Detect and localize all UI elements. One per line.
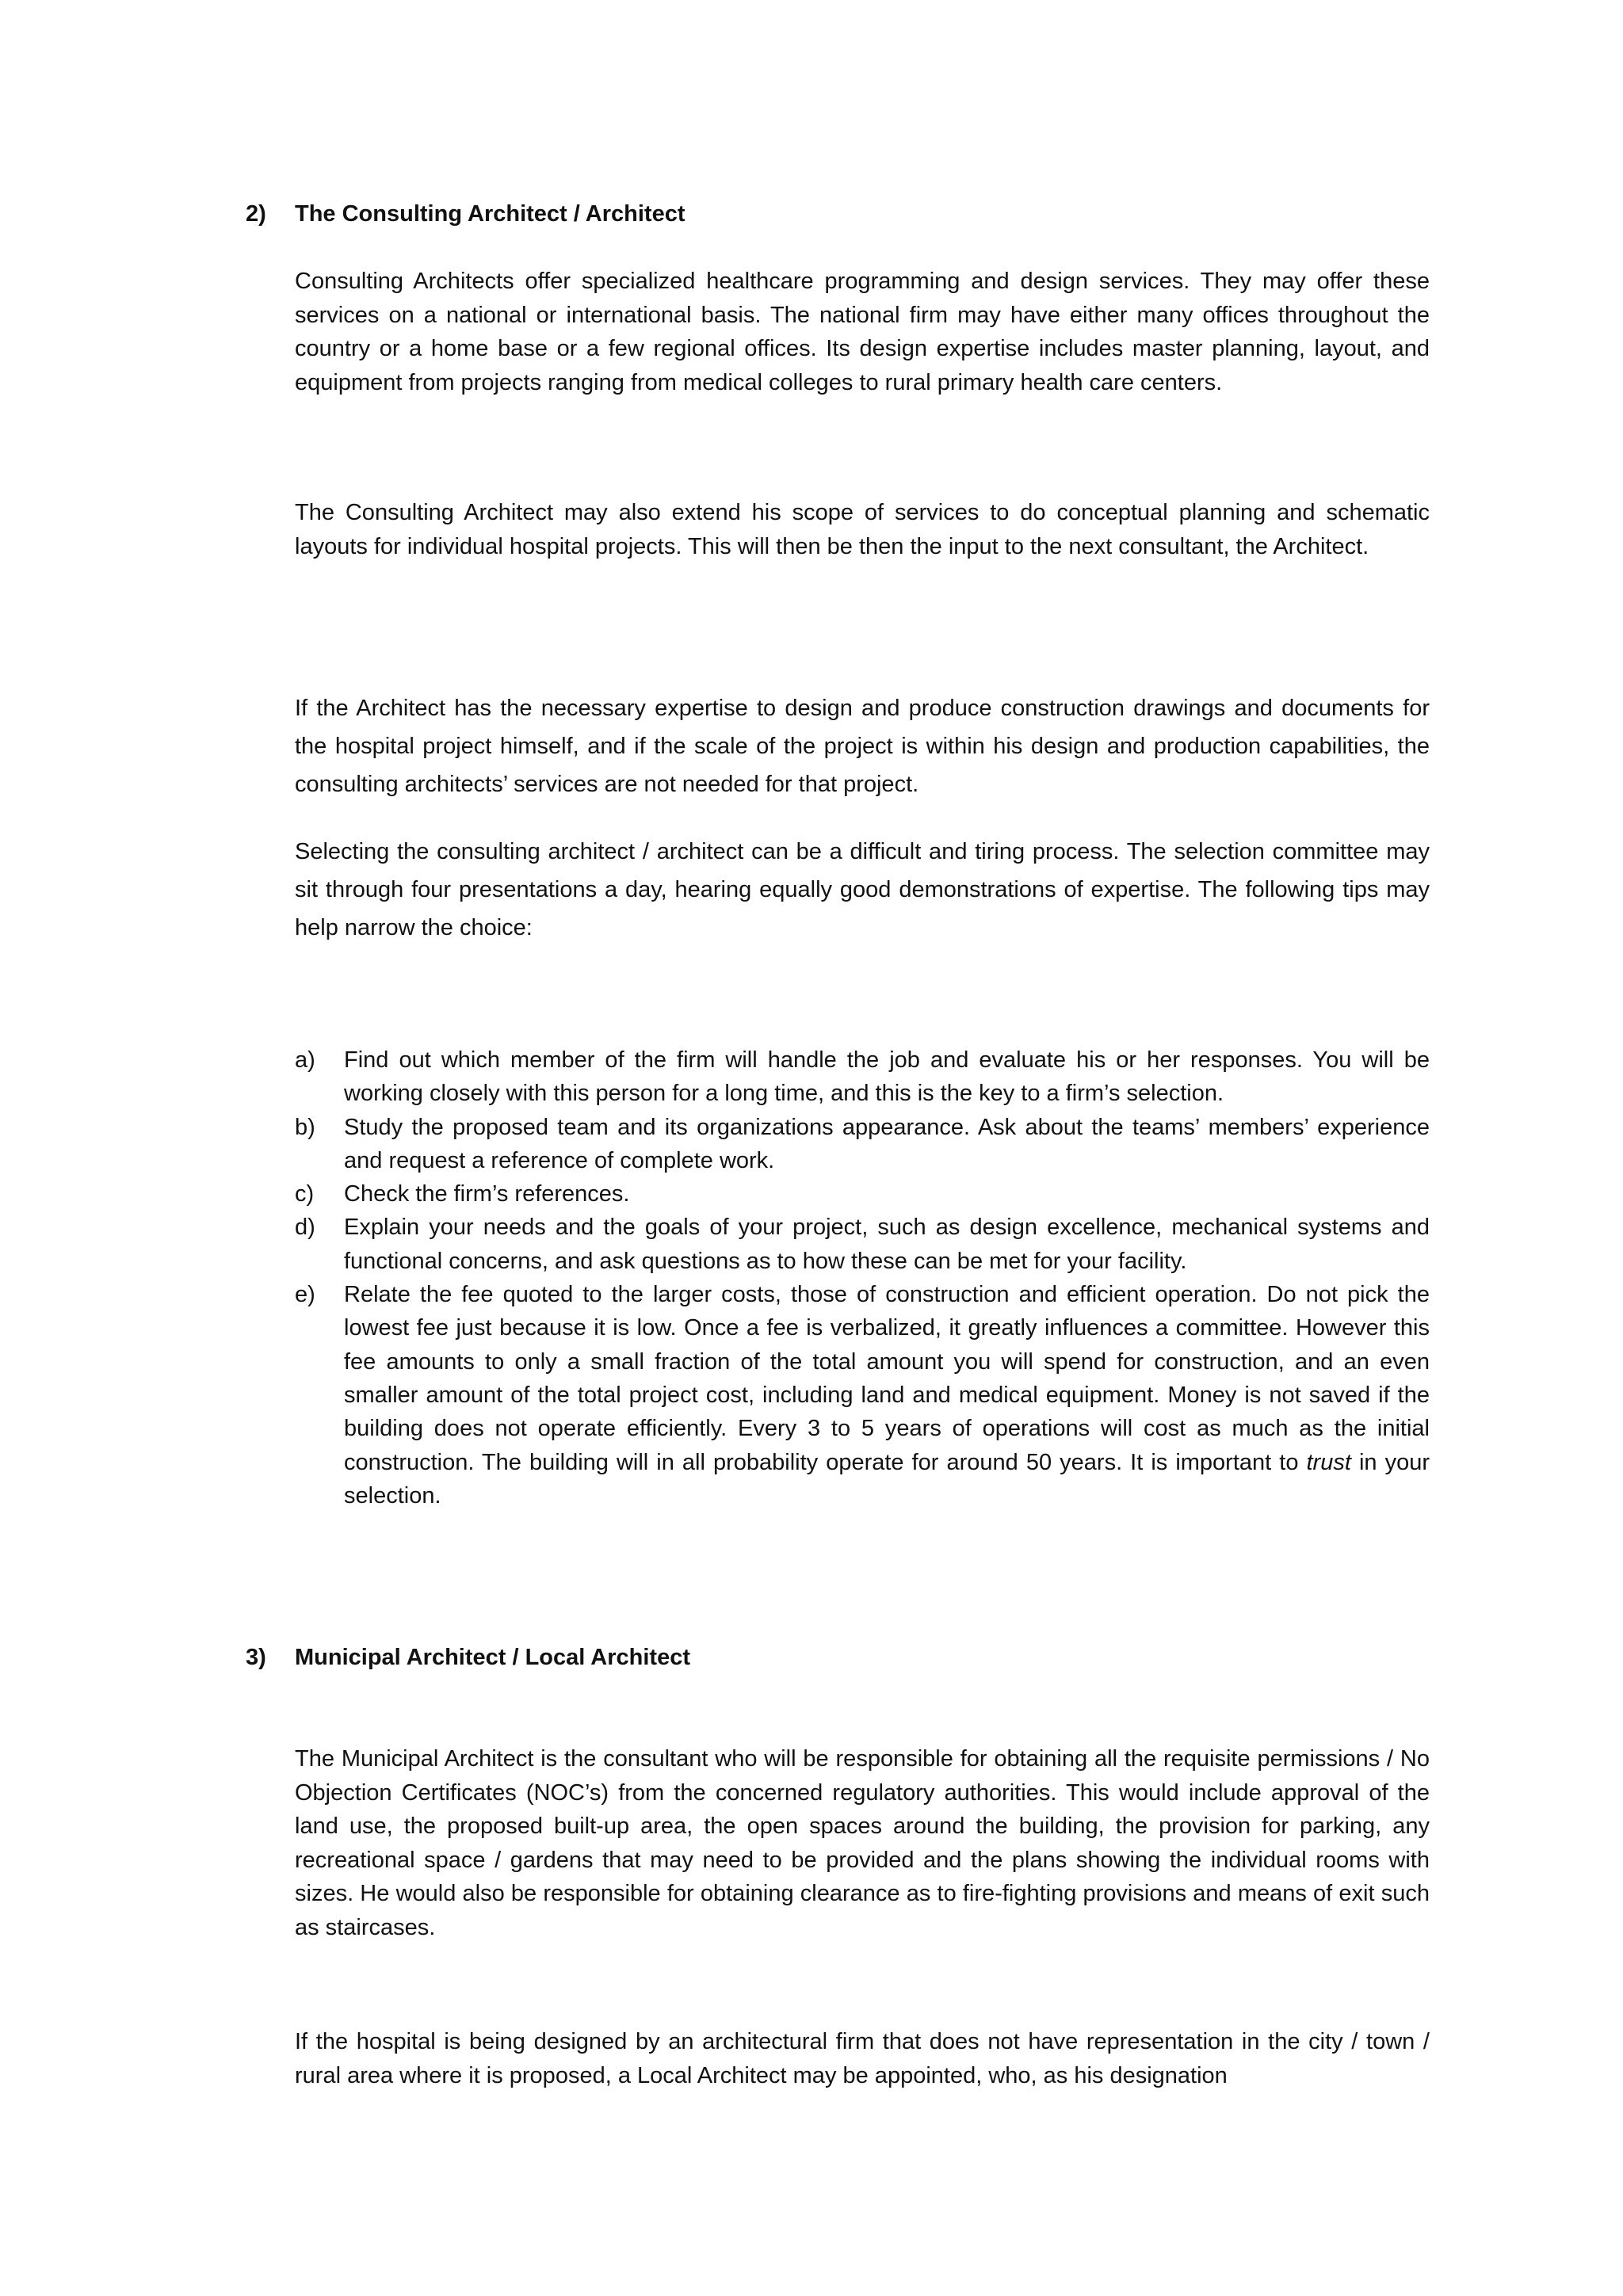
list-marker: c) (295, 1181, 315, 1207)
list-item-text-part: in your selection. (344, 1449, 1430, 1508)
list-item-text-part: Relate the fee quoted to the larger costs, those of construction and efficient operation. Do not pick the lowest fee just because it is low. Once a fee is verbalized, it greatly influences a committee. However this fee amounts to only a small fraction of the total amount you will spend for construction, and an even smaller amount of the total project cost, including land and medical equipment. Money is not saved if the building does not operate efficiently. Every 3 to 5 years of operations will cost as much as the initial construction. The building will in all probability operate for around 50 years. It is important to (344, 1282, 1430, 1475)
list-item (295, 1278, 1430, 1512)
list-item-text: Study the proposed team and its organizations appearance. Ask about the teams’ members’ experience and request a reference of complete work. (344, 1114, 1430, 1173)
section-3-heading (246, 1642, 690, 1673)
section-2-paragraph-3: If the Architect has the necessary expertise to design and produce construction drawings and documents for the hospital project himself, and if the scale of the project is within his design and production capabilities, the consulting architects’ services are not needed for that project. (295, 696, 1430, 797)
list-item-text: Explain your needs and the goals of your project, such as design excellence, mechanical systems and functional concerns, and ask questions as to how these can be met for your facility. (344, 1215, 1430, 1274)
section-3-paragraph-2: If the hospital is being designed by an architectural firm that does not have representation in the city / town / rural area where it is proposed, a Local Architect may be appointed, who, as his designation (295, 2029, 1430, 2088)
section-2-paragraph-4: Selecting the consulting architect / architect can be a difficult and tiring process. The selection committee may sit through four presentations a day, hearing equally good demonstrations of expertise. The following tips may help narrow the choice: (295, 839, 1430, 940)
list-marker: a) (295, 1047, 315, 1073)
list-item (295, 1177, 1430, 1211)
section-2-paragraph-2: The Consulting Architect may also extend his scope of services to do conceptual planning and schematic layouts for individual hospital projects. This will then be then the input to the next consultant, the Architect. (295, 500, 1430, 559)
list-item (295, 1211, 1430, 1278)
section-3-title: Municipal Architect / Local Architect (295, 1645, 691, 1670)
list-item (295, 1043, 1430, 1111)
list-item (295, 1111, 1430, 1178)
section-3-paragraph-1: The Municipal Architect is the consultant who will be responsible for obtaining all the requisite permissions / No Objection Certificates (NOC’s) from the concerned regulatory authorities. This would include approval of the land use, the proposed built-up area, the open spaces around the building, the provision for parking, any recreational space / gardens that may need to be provided and the plans showing the individual rooms with sizes. He would also be responsible for obtaining clearance as to fire-fighting provisions and means of exit such as staircases. (295, 1746, 1430, 1940)
list-item-text: Find out which member of the firm will handle the job and evaluate his or her responses. You will be working closely with this person for a long time, and this is the key to a firm’s selection. (344, 1047, 1430, 1107)
list-marker: d) (295, 1215, 315, 1241)
emphasized-word: trust (1306, 1449, 1351, 1475)
list-marker: e) (295, 1282, 315, 1308)
list-item-text (344, 1282, 1430, 1508)
list-marker: b) (295, 1114, 315, 1140)
section-2-title: The Consulting Architect / Architect (295, 201, 685, 227)
section-2-number: 2) (246, 201, 266, 227)
selection-tips-list (295, 1043, 1430, 1512)
section-3-number: 3) (246, 1645, 266, 1670)
section-2-paragraph-1: Consulting Architects offer specialized healthcare programming and design services. They may offer these services on a national or international basis. The national firm may have either many offices throughout the country or a home base or a few regional offices. Its design expertise includes master planning, layout, and equipment from projects ranging from medical colleges to rural primary health care centers. (295, 269, 1430, 395)
section-2-heading (246, 198, 685, 230)
list-item-text: Check the firm’s references. (344, 1181, 630, 1207)
